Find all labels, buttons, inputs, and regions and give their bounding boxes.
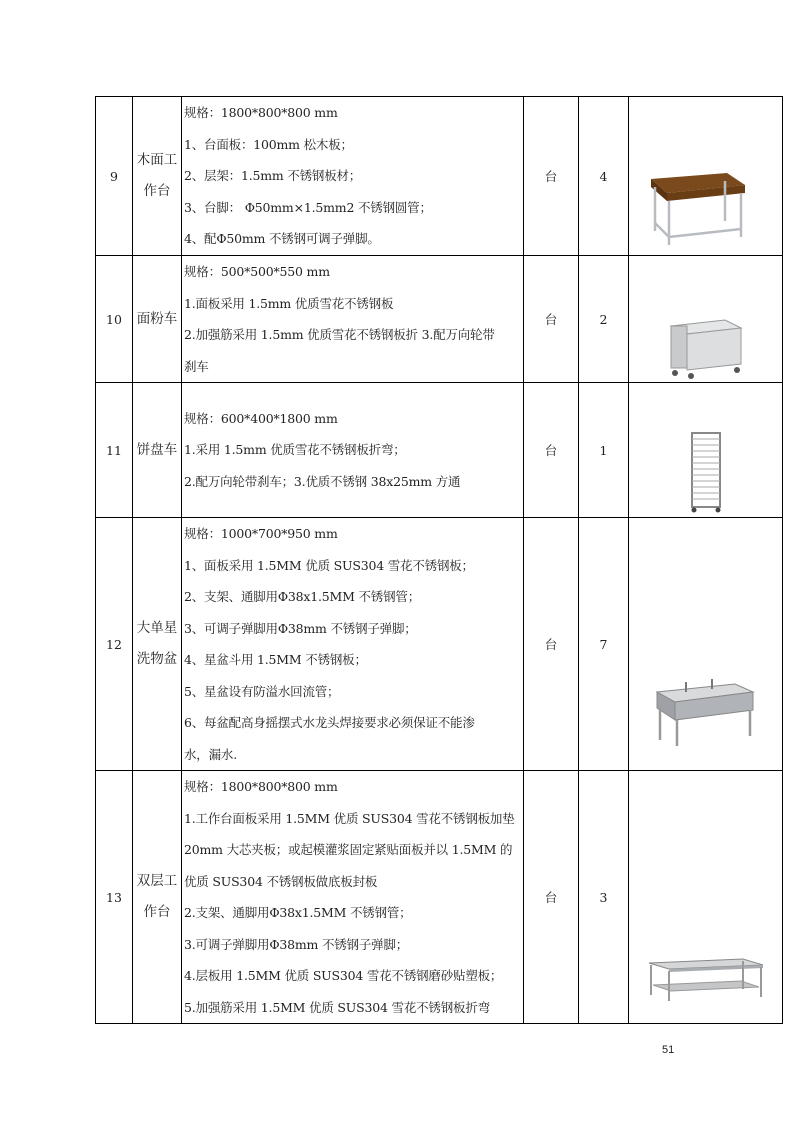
spec-line: 水，漏水.: [184, 746, 237, 762]
item-quantity: 2: [579, 256, 629, 383]
table-row: [96, 771, 783, 1024]
spec-line: 5、星盆设有防溢水回流管；: [184, 683, 340, 699]
item-number: 10: [96, 256, 133, 383]
product-image-double-layer-worktable: [629, 771, 783, 1024]
item-name: [133, 383, 182, 518]
item-quantity: 3: [579, 771, 629, 1024]
item-name-line: 大单星: [136, 620, 178, 636]
item-spec: [182, 383, 524, 518]
spec-line: 20mm 大芯夹板；或起模灌浆固定紧贴面板并以 1.5MM 的: [184, 842, 513, 857]
spec-line: 2.加强筋采用 1.5mm 优质雪花不锈钢板折 3.配万向轮带: [184, 327, 495, 342]
item-name: [133, 771, 182, 1024]
item-unit: 台: [524, 518, 579, 771]
spec-line: 2.配万向轮带刹车；3.优质不锈钢 38x25mm 方通: [184, 473, 461, 489]
spec-line: 规格：1000*700*950 mm: [184, 526, 338, 541]
item-quantity: 7: [579, 518, 629, 771]
table-row: [96, 518, 783, 771]
page-number: 51: [662, 1044, 675, 1056]
item-number: 9: [96, 97, 133, 256]
item-unit: 台: [524, 771, 579, 1024]
spec-line: 规格：600*400*1800 mm: [184, 410, 338, 426]
spec-line: 4、配Φ50mm 不锈钢可调子弹脚。: [184, 231, 380, 247]
spec-line: 2、层架：1.5mm 不锈钢板材；: [184, 168, 362, 184]
item-spec: [182, 518, 524, 771]
spec-line: 5.加强筋采用 1.5MM 优质 SUS304 雪花不锈钢板折弯: [184, 999, 490, 1015]
spec-line: 2.支架、通脚用Φ38x1.5MM 不锈钢管；: [184, 905, 412, 920]
item-name-line: 饼盘车: [136, 441, 178, 458]
spec-line: 刹车: [184, 358, 209, 374]
item-unit: 台: [524, 256, 579, 383]
spec-line: 规格：1800*800*800 mm: [184, 779, 338, 794]
item-name-line: 双层工: [136, 873, 178, 889]
spec-line: 1、面板采用 1.5MM 优质 SUS304 雪花不锈钢板；: [184, 557, 474, 573]
spec-line: 2、支架、通脚用Φ38x1.5MM 不锈钢管；: [184, 589, 421, 604]
spec-line: 4、星盆斗用 1.5MM 不锈钢板；: [184, 652, 367, 667]
item-unit: 台: [524, 97, 579, 256]
spec-line: 1.工作台面板采用 1.5MM 优质 SUS304 雪花不锈钢板加垫: [184, 810, 515, 826]
spec-line: 3、可调子弹脚用Φ38mm 不锈钢子弹脚；: [184, 620, 417, 636]
item-spec: [182, 256, 524, 383]
item-name-line: 木面工: [136, 152, 178, 168]
item-spec: [182, 771, 524, 1024]
table-row: [96, 256, 783, 383]
spec-line: 3、台脚： Φ50mm×1.5mm2 不锈钢圆管；: [184, 199, 432, 215]
spec-line: 6、每盆配高身摇摆式水龙头焊接要求必须保证不能渗: [184, 715, 475, 730]
product-image-single-sink: [629, 518, 783, 771]
spec-line: 优质 SUS304 不锈钢板做底板封板: [184, 873, 378, 889]
item-quantity: 4: [579, 97, 629, 256]
item-name-line: 作台: [143, 183, 171, 199]
equipment-table: [95, 96, 783, 1024]
item-number: 11: [96, 383, 133, 518]
spec-line: 规格：500*500*550 mm: [184, 264, 330, 279]
table-row: [96, 383, 783, 518]
spec-line: 4.层板用 1.5MM 优质 SUS304 雪花不锈钢磨砂贴塑板；: [184, 968, 503, 983]
item-name: [133, 518, 182, 771]
item-number: 12: [96, 518, 133, 771]
item-name-line: 洗物盆: [136, 651, 178, 667]
spec-line: 1.面板采用 1.5mm 优质雪花不锈钢板: [184, 295, 394, 311]
table-row: [96, 97, 783, 256]
spec-line: 1.采用 1.5mm 优质雪花不锈钢板折弯；: [184, 442, 406, 458]
spec-line: 规格：1800*800*800 mm: [184, 105, 338, 121]
item-name-line: 面粉车: [136, 310, 178, 327]
spec-line: 3.可调子弹脚用Φ38mm 不锈钢子弹脚；: [184, 936, 409, 952]
item-unit: 台: [524, 383, 579, 518]
product-image-flour-cart: [629, 256, 783, 383]
item-name: [133, 256, 182, 383]
product-image-tray-rack-cart: [629, 383, 783, 518]
item-number: 13: [96, 771, 133, 1024]
item-spec: [182, 97, 524, 256]
item-name-line: 作台: [143, 904, 171, 920]
spec-line: 1、台面板：100mm 松木板；: [184, 136, 353, 152]
item-name: [133, 97, 182, 256]
product-image-wooden-worktable: [629, 97, 783, 256]
item-quantity: 1: [579, 383, 629, 518]
